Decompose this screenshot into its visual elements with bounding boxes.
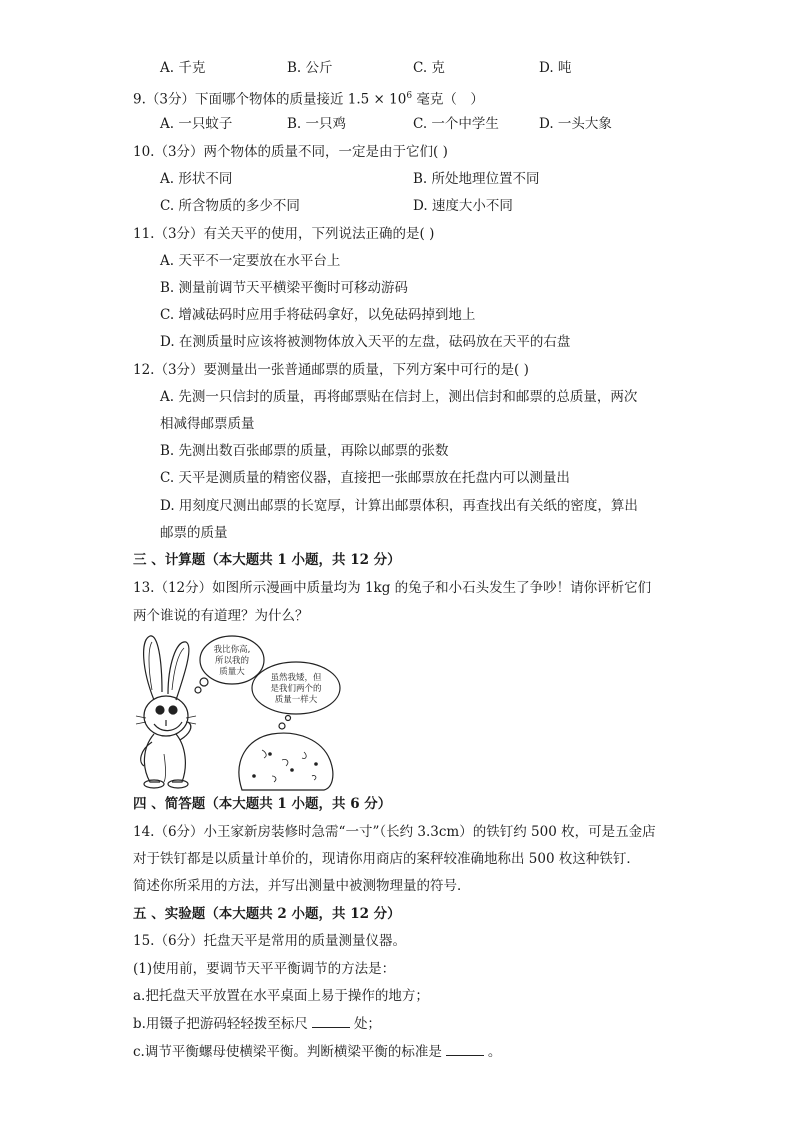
q15-stem: 15.（6分）托盘天平是常用的质量测量仪器。 [133,933,407,949]
q12-option-c: C. 天平是测质量的精密仪器，直接把一张邮票放在托盘内可以测量出 [160,470,570,486]
stone-bubble-line3: 质量一样大 [274,695,318,705]
q8-option-a: A. 千克 [160,60,206,76]
q9-stem: 9.（3分）下面哪个物体的质量接近 $1.5 \times 10^6$ 毫克（ ） [133,91,484,108]
q15-step-c: c.调节平衡螺母使横梁平衡。判断横梁平衡的标准是 。 [133,1041,501,1062]
rabbit-bubble-line3: 质量大 [219,667,245,677]
q9-option-d: D. 一头大象 [539,116,612,132]
q12-option-a-line1: A. 先测一只信封的质量，再将邮票贴在信封上，测出信封和邮票的总质量，两次 [160,389,638,405]
q12-stem: 12.（3分）要测量出一张普通邮票的质量，下列方案中可行的是( ) [133,362,529,378]
q14-stem-line3: 简述你所采用的方法，并写出测量中被测物理量的符号． [133,878,471,894]
q13-stem-line2: 两个谁说的有道理？为什么？ [133,608,309,624]
q11-stem: 11.（3分）有关天平的使用，下列说法正确的是( ) [133,226,435,242]
q9-option-a: A. 一只蚊子 [160,116,233,132]
q13-stem-line1: 13.（12分）如图所示漫画中质量均为 1kg 的兔子和小石头发生了争吵！请你评析它们 [133,580,652,596]
q8-option-d: D. 吨 [539,60,572,76]
q14-stem-line1: 14.（6分）小王家新房装修时急需“一寸”（长约 3.3cm）的铁钉约 500 枚，可是五金店 [133,824,656,840]
section-heading-calculation: 三 、计算题（本大题共 1 小题，共 12 分） [133,552,401,568]
q12-option-b: B. 先测出数百张邮票的质量，再除以邮票的张数 [160,443,449,459]
section-heading-experiment: 五 、实验题（本大题共 2 小题，共 12 分） [133,906,401,922]
q9-option-b: B. 一只鸡 [287,116,347,132]
q10-option-b: B. 所处地理位置不同 [413,171,540,187]
answer-blank-c[interactable] [446,1041,484,1056]
stone-bubble-line1: 虽然我矮，但 [270,673,322,683]
q10-stem: 10.（3分）两个物体的质量不同，一定是由于它们( ) [133,144,448,160]
q15-step-b: b.用镊子把游码轻轻拨至标尺 处； [133,1013,381,1034]
q11-option-c: C. 增减砝码时应用手将砝码拿好，以免砝码掉到地上 [160,307,476,323]
stone-bubble-line2: 是我们两个的 [270,684,322,694]
rabbit-bubble-line2: 所以我的 [214,656,250,666]
q10-option-d: D. 速度大小不同 [413,198,513,214]
q8-option-c: C. 克 [413,60,445,76]
q15-step-a: a.把托盘天平放置在水平桌面上易于操作的地方； [133,988,429,1004]
rabbit-bubble-line1: 我比你高, [213,645,251,655]
q11-option-d: D. 在测质量时应该将被测物体放入天平的左盘，砝码放在天平的右盘 [160,334,571,350]
q12-option-a-line2: 相减得邮票质量 [160,416,255,432]
q11-option-a: A. 天平不一定要放在水平台上 [160,253,341,269]
q12-option-d-line1: D. 用刻度尺测出邮票的长宽厚，计算出邮票体积，再查找出有关纸的密度，算出 [160,498,638,514]
q8-option-b: B. 公斤 [287,60,333,76]
section-heading-short-answer: 四 、简答题（本大题共 1 小题，共 6 分） [133,796,392,812]
q10-option-c: C. 所含物质的多少不同 [160,198,300,214]
q9-option-c: C. 一个中学生 [413,116,499,132]
q10-option-a: A. 形状不同 [160,171,233,187]
q11-option-b: B. 测量前调节天平横梁平衡时可移动游码 [160,280,409,296]
q14-stem-line2: 对于铁钉都是以质量计单价的，现请你用商店的案秤较准确地称出 500 枚这种铁钉． [133,851,640,867]
rabbit-stone-cartoon [132,630,372,792]
q12-option-d-line2: 邮票的质量 [160,525,228,541]
answer-blank-b[interactable] [312,1013,350,1028]
q15-sub1: (1)使用前，要调节天平平衡调节的方法是： [133,961,396,977]
